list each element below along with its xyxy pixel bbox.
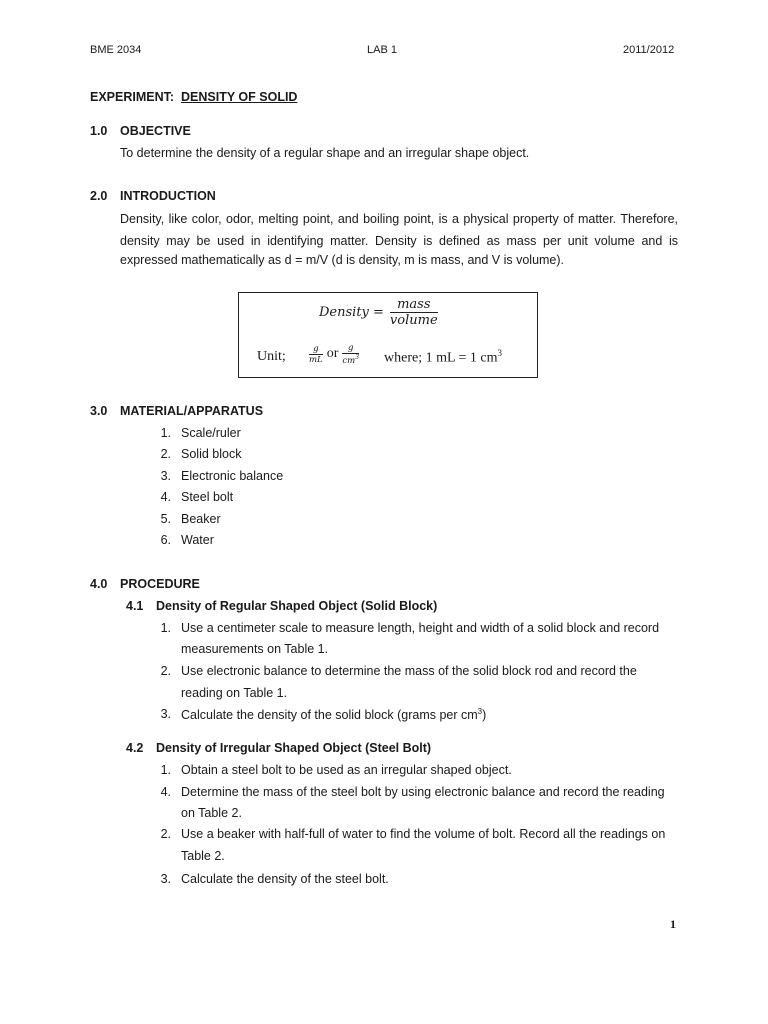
step-text: Use electronic balance to determine the mass of the solid block rod and record the <box>181 664 637 678</box>
material-item <box>160 426 241 440</box>
item-text: Electronic balance <box>181 469 284 483</box>
section-materials-heading <box>90 404 390 420</box>
step-superscript: 3 <box>477 707 483 716</box>
introduction-line-2: density may be used in identifying matter. Density is defined as mass per unit volume and is <box>120 234 678 248</box>
unit-equivalence <box>384 348 502 367</box>
item-text: Beaker <box>181 512 221 526</box>
title-prefix: EXPERIMENT: <box>90 90 175 104</box>
unit-denominator-exponent: 3 <box>355 354 360 361</box>
procedure-step <box>160 872 389 886</box>
subsection-4-2-heading <box>126 741 526 757</box>
item-number: 2. <box>160 447 171 461</box>
material-item <box>160 512 221 526</box>
material-item <box>160 533 214 547</box>
section-introduction-heading <box>90 189 390 205</box>
subsection-title: Density of Regular Shaped Object (Solid Block) <box>156 599 438 613</box>
procedure-step-continuation: on Table 2. <box>181 806 242 820</box>
procedure-step-continuation: measurements on Table 1. <box>181 642 329 656</box>
step-number: 1. <box>160 621 171 635</box>
header-lab-number: LAB 1 <box>367 44 397 56</box>
step-number: 3. <box>160 872 171 886</box>
unit-g-per-ml <box>309 344 323 365</box>
unit-denominator: mL <box>309 354 323 365</box>
introduction-line-1: Density, like color, odor, melting point, and boiling point, is a physical property of matter. Therefore, <box>120 212 678 226</box>
equivalence-exponent: 3 <box>497 348 503 358</box>
procedure-step <box>160 621 660 635</box>
equation-lhs: Density = <box>319 305 384 320</box>
item-number: 3. <box>160 469 171 483</box>
section-number: 1.0 <box>90 124 108 138</box>
procedure-step <box>160 763 512 777</box>
section-title: INTRODUCTION <box>120 189 216 203</box>
introduction-line-3: expressed mathematically as d = m/V (d is density, m is mass, and V is volume). <box>120 253 565 267</box>
procedure-step-continuation: reading on Table 1. <box>181 686 288 700</box>
header-course-code: BME 2034 <box>90 44 142 56</box>
header-academic-year: 2011/2012 <box>623 44 675 56</box>
unit-denominator <box>342 354 359 366</box>
step-text: Use a beaker with half-full of water to find the volume of bolt. Record all the readings on <box>181 827 666 841</box>
step-text-tail: ) <box>482 708 487 723</box>
item-number: 4. <box>160 490 171 504</box>
step-number: 2. <box>160 664 171 678</box>
section-title: PROCEDURE <box>120 577 200 591</box>
step-text: Calculate the density of the solid block (grams per cm <box>181 708 478 723</box>
subsection-number: 4.1 <box>126 599 144 613</box>
step-number: 4. <box>160 785 171 799</box>
subsection-title: Density of Irregular Shaped Object (Steel Bolt) <box>156 741 432 755</box>
density-formula-box <box>238 292 538 378</box>
section-number: 2.0 <box>90 189 108 203</box>
step-text: Calculate the density of the steel bolt. <box>181 872 389 886</box>
section-number: 4.0 <box>90 577 108 591</box>
unit-label: Unit; <box>257 349 286 364</box>
procedure-step <box>160 707 487 723</box>
item-text: Solid block <box>181 447 242 461</box>
step-number: 2. <box>160 827 171 841</box>
material-item <box>160 469 284 483</box>
section-procedure-heading <box>90 577 390 593</box>
objective-text: To determine the density of a regular shape and an irregular shape object. <box>120 146 530 160</box>
step-text: Use a centimeter scale to measure length, height and width of a solid block and record <box>181 621 660 635</box>
unit-numerator: g <box>313 343 319 354</box>
section-objective-heading <box>90 124 390 140</box>
mass-over-volume-fraction <box>390 297 438 328</box>
item-number: 5. <box>160 512 171 526</box>
item-number: 1. <box>160 426 171 440</box>
density-equation <box>319 297 438 328</box>
step-text: Obtain a steel bolt to be used as an irregular shaped object. <box>181 763 512 777</box>
unit-denominator-base: cm <box>342 355 356 366</box>
step-number: 3. <box>160 707 171 721</box>
procedure-step-continuation: Table 2. <box>181 849 225 863</box>
section-number: 3.0 <box>90 404 108 418</box>
material-item <box>160 490 234 504</box>
subsection-4-1-heading <box>126 599 526 615</box>
unit-or: or <box>326 346 339 362</box>
unit-g-per-cm3 <box>342 343 359 366</box>
equivalence-text: where; 1 mL = 1 cm <box>384 350 498 366</box>
title-subject: DENSITY OF SOLID <box>181 90 298 104</box>
fraction-denominator: volume <box>389 313 438 328</box>
item-number: 6. <box>160 533 171 547</box>
item-text: Scale/ruler <box>181 426 241 440</box>
item-text: Steel bolt <box>181 490 234 504</box>
fraction-numerator: mass <box>397 297 431 312</box>
procedure-step <box>160 785 665 799</box>
unit-numerator: g <box>347 343 354 353</box>
procedure-step <box>160 664 637 678</box>
material-item <box>160 447 242 461</box>
item-text: Water <box>181 533 214 547</box>
section-title: OBJECTIVE <box>120 124 191 138</box>
procedure-step <box>160 827 666 841</box>
experiment-title <box>90 90 297 104</box>
unit-expression <box>309 343 359 366</box>
step-text: Determine the mass of the steel bolt by using electronic balance and record the reading <box>181 785 665 799</box>
step-number: 1. <box>160 763 171 777</box>
section-title: MATERIAL/APPARATUS <box>120 404 264 418</box>
subsection-number: 4.2 <box>126 741 144 755</box>
page-number: 1 <box>670 917 676 931</box>
